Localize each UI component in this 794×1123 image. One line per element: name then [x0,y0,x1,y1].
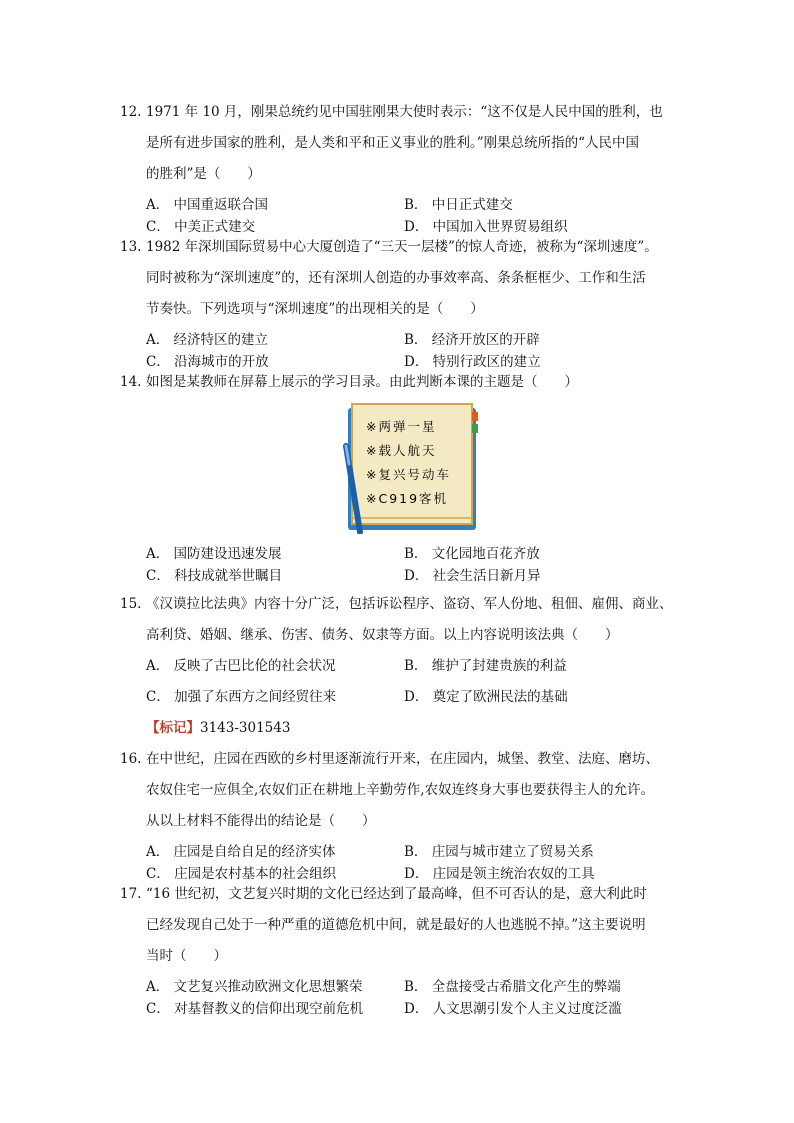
option-c[interactable]: C． 对基督教义的信仰出现空前危机 [146,1001,364,1017]
question-number: 15. [120,596,142,612]
figure-item: ※C919客机 [366,491,449,506]
question-number: 13. [120,239,142,255]
figure-item: ※复兴号动车 [366,467,451,482]
study-catalog-figure [342,398,482,534]
figure-item: ※两弹一星 [366,419,437,434]
option-c[interactable]: C． 科技成就举世瞩目 [146,568,283,584]
option-d[interactable]: D． 社会生活日新月异 [404,568,541,584]
mark-tag [146,716,290,736]
question-14-options [120,542,690,586]
notebook-tab [472,412,478,421]
question-stem-line: 已经发现自己处于一种严重的道德危机中间，就是最好的人也逃脱不掉。”这主要说明 [146,917,646,933]
question-stem-line: 《汉谟拉比法典》内容十分广泛，包括诉讼程序、盗窃、军人份地、租佃、雇佣、商业、 [146,596,673,612]
option-a[interactable]: A． 反映了古巴比伦的社会状况 [146,658,336,674]
question-stem-line: 高利贷、婚姻、继承、伤害、债务、奴隶等方面。以上内容说明该法典（ ） [146,627,619,643]
question-stem-line: 在中世纪，庄园在西欧的乡村里逐渐流行开来，在庄园内，城堡、教堂、法庭、磨坊、 [146,751,659,767]
question-stem-line: 同时被称为“深圳速度”的，还有深圳人创造的办事效率高、条条框框少、工作和生活 [146,270,646,286]
option-b[interactable]: B． 庄园与城市建立了贸易关系 [404,844,594,860]
figure-item: ※载人航天 [366,443,437,458]
question-stem-line: 1971 年 10 月，刚果总统约见中国驻刚果大使时表示：“这不仅是人民中国的胜利，也 [146,104,663,120]
option-a[interactable]: A． 中国重返联合国 [146,197,269,213]
option-a[interactable]: A． 经济特区的建立 [146,332,269,348]
question-number: 14. [120,374,142,390]
option-c[interactable]: C． 沿海城市的开放 [146,354,269,370]
option-a[interactable]: A． 文艺复兴推动欧洲文化思想繁荣 [146,979,363,995]
mark-code: 3143-301543 [200,720,291,736]
question-stem-line: 是所有进步国家的胜利，是人类和平和正义事业的胜利。”刚果总统所指的“人民中国 [146,135,640,151]
option-c[interactable]: C． 加强了东西方之间经贸往来 [146,689,337,705]
option-d[interactable]: D． 人文思潮引发个人主义过度泛滥 [404,1001,622,1017]
option-c[interactable]: C． 庄园是农村基本的社会组织 [146,866,337,882]
option-a[interactable]: A． 庄园是自给自足的经济实体 [146,844,336,860]
question-14 [120,367,690,398]
option-a[interactable]: A． 国防建设迅速发展 [146,546,282,562]
question-stem-line: 当时（ ） [146,948,227,964]
question-stem-line: 如图是某教师在屏幕上展示的学习目录。由此判断本课的主题是（ ） [146,374,578,390]
option-b[interactable]: B． 中日正式建交 [404,197,513,213]
question-number: 16. [120,751,142,767]
option-d[interactable]: D． 中国加入世界贸易组织 [404,219,568,235]
question-stem-line: 农奴住宅一应俱全,农奴们正在耕地上辛勤劳作,农奴连终身大事也要获得主人的允许。 [146,782,655,798]
mark-label: 【标记】 [146,720,200,736]
question-13 [120,232,690,372]
option-d[interactable]: D． 特别行政区的建立 [404,354,541,370]
question-16 [120,744,690,884]
question-stem-line: 的胜利”是（ ） [146,166,261,182]
question-17 [120,879,690,1019]
notebook-tab [472,424,478,433]
option-c[interactable]: C． 中美正式建交 [146,219,256,235]
option-d[interactable]: D． 奠定了欧洲民法的基础 [404,689,568,705]
question-number: 12. [120,104,142,120]
question-stem-line: 节奏快。下列选项与“深圳速度”的出现相关的是（ ） [146,301,484,317]
question-stem-line: 从以上材料不能得出的结论是（ ） [146,813,376,829]
option-b[interactable]: B． 维护了封建贵族的利益 [404,658,567,674]
question-stem-line: 1982 年深圳国际贸易中心大厦创造了“三天一层楼”的惊人奇迹，被称为“深圳速度”。 [146,239,658,255]
option-b[interactable]: B． 文化园地百花齐放 [404,546,540,562]
option-b[interactable]: B． 经济开放区的开辟 [404,332,540,348]
question-stem-line: “16 世纪初，文艺复兴时期的文化已经达到了最高峰，但不可否认的是，意大利此时 [146,886,647,902]
question-12 [120,97,690,237]
option-d[interactable]: D． 庄园是领主统治农奴的工具 [404,866,595,882]
option-b[interactable]: B． 全盘接受古希腊文化产生的弊端 [404,979,621,995]
notebook-illustration [342,398,482,534]
question-number: 17. [120,886,142,902]
question-15 [120,589,690,713]
